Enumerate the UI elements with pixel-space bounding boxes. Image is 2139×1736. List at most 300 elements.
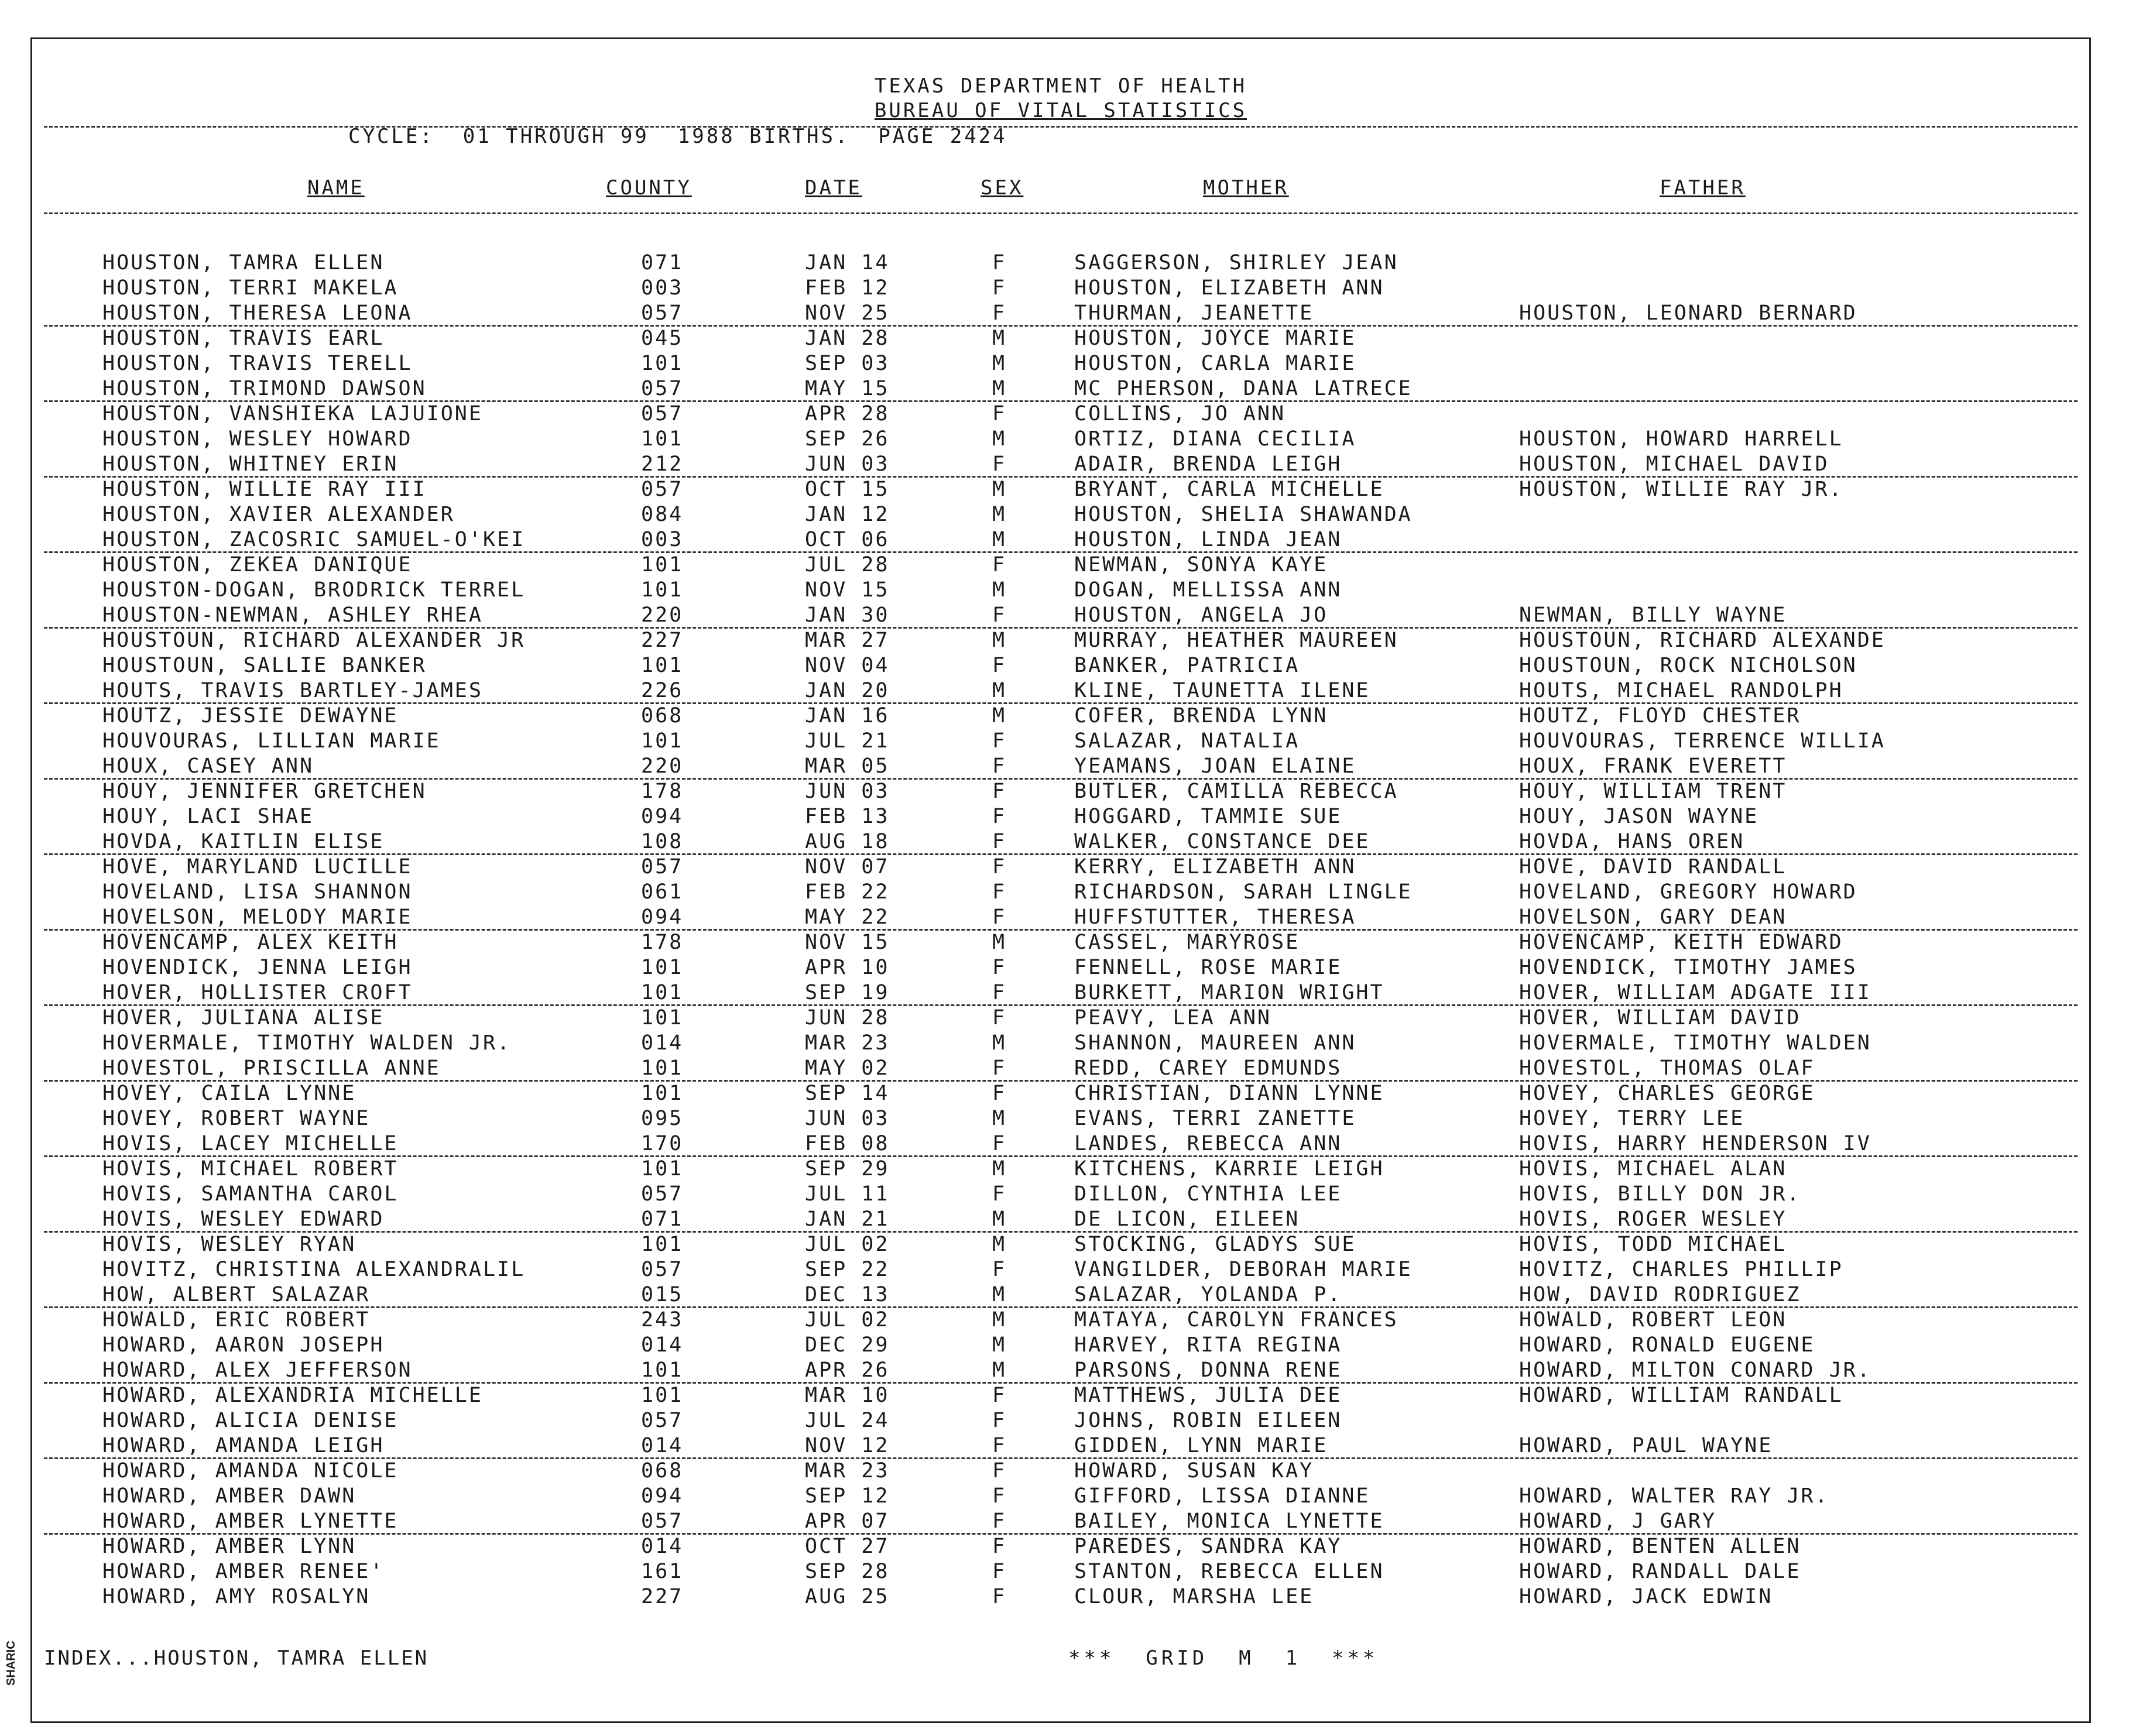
- table-row: [32, 704, 2089, 729]
- cell-county: 227: [641, 1585, 684, 1608]
- table-row: [32, 1207, 2089, 1233]
- cell-name: HOUTS, TRAVIS BARTLEY-JAMES: [102, 679, 483, 702]
- cell-father: HOVELSON, GARY DEAN: [1519, 905, 1787, 929]
- cell-county: 003: [641, 528, 684, 551]
- cell-county: 101: [641, 956, 684, 979]
- cell-name: HOVEY, CAILA LYNNE: [102, 1082, 356, 1105]
- cell-mother: PEAVY, LEA ANN: [1074, 1006, 1272, 1030]
- cell-name: HOUSTON, TERRI MAKELA: [102, 276, 399, 300]
- cell-date: NOV 07: [805, 855, 890, 879]
- cell-date: NOV 15: [805, 578, 890, 602]
- cell-sex: F: [992, 1459, 1007, 1483]
- cell-mother: ORTIZ, DIANA CECILIA: [1074, 427, 1356, 451]
- cell-date: JUL 02: [805, 1233, 890, 1256]
- cell-name: HOUSTON, WHITNEY ERIN: [102, 452, 399, 476]
- cell-name: HOVELSON, MELODY MARIE: [102, 905, 413, 929]
- cell-name: HOUSTON, THERESA LEONA: [102, 301, 413, 325]
- cell-county: 243: [641, 1308, 684, 1332]
- cell-sex: F: [992, 1056, 1007, 1080]
- cell-mother: ADAIR, BRENDA LEIGH: [1074, 452, 1342, 476]
- cell-name: HOUVOURAS, LILLIAN MARIE: [102, 729, 441, 753]
- cell-name: HOVIS, SAMANTHA CAROL: [102, 1182, 399, 1206]
- cell-date: JAN 16: [805, 704, 890, 728]
- cell-mother: MATAYA, CAROLYN FRANCES: [1074, 1308, 1398, 1332]
- table-row: [32, 931, 2089, 956]
- cell-name: HOUSTON, VANSHIEKA LAJUIONE: [102, 402, 483, 426]
- cell-father: HOWARD, WILLIAM RANDALL: [1519, 1384, 1843, 1407]
- cell-date: OCT 15: [805, 478, 890, 501]
- cell-father: HOUX, FRANK EVERETT: [1519, 754, 1787, 778]
- table-row: [32, 754, 2089, 780]
- cell-name: HOVIS, MICHAEL ROBERT: [102, 1157, 399, 1181]
- cell-father: HOWARD, PAUL WAYNE: [1519, 1434, 1773, 1457]
- cell-sex: F: [992, 805, 1007, 828]
- cell-county: 220: [641, 603, 684, 627]
- cell-name: HOWARD, AMBER RENEE': [102, 1560, 385, 1583]
- cell-mother: DE LICON, EILEEN: [1074, 1207, 1300, 1231]
- table-row: [32, 1006, 2089, 1031]
- cell-sex: F: [992, 1006, 1007, 1030]
- cell-mother: KLINE, TAUNETTA ILENE: [1074, 679, 1370, 702]
- index-footer: INDEX...HOUSTON, TAMRA ELLEN: [44, 1646, 429, 1670]
- bureau-title: BUREAU OF VITAL STATISTICS: [874, 99, 1247, 122]
- cell-county: 212: [641, 452, 684, 476]
- cell-county: 178: [641, 931, 684, 954]
- cell-father: HOWARD, RANDALL DALE: [1519, 1560, 1801, 1583]
- cell-sex: F: [992, 1132, 1007, 1155]
- cell-mother: KERRY, ELIZABETH ANN: [1074, 855, 1356, 879]
- cell-county: 227: [641, 629, 684, 652]
- cell-date: SEP 22: [805, 1258, 890, 1281]
- cell-sex: F: [992, 1509, 1007, 1533]
- table-row: [32, 679, 2089, 704]
- cell-father: HOVENCAMP, KEITH EDWARD: [1519, 931, 1843, 954]
- cell-mother: BAILEY, MONICA LYNETTE: [1074, 1509, 1384, 1533]
- col-county: COUNTY: [606, 176, 692, 200]
- table-row: [32, 1107, 2089, 1132]
- cell-mother: HARVEY, RITA REGINA: [1074, 1333, 1342, 1357]
- cell-mother: LANDES, REBECCA ANN: [1074, 1132, 1342, 1155]
- cell-mother: NEWMAN, SONYA KAYE: [1074, 553, 1328, 577]
- cell-sex: M: [992, 427, 1007, 451]
- cell-sex: F: [992, 780, 1007, 803]
- table-row: [32, 478, 2089, 503]
- cell-father: HOVIS, BILLY DON JR.: [1519, 1182, 1801, 1206]
- table-row: [32, 327, 2089, 352]
- table-row: [32, 301, 2089, 327]
- cell-name: HOWARD, ALICIA DENISE: [102, 1409, 399, 1432]
- cell-father: HOVENDICK, TIMOTHY JAMES: [1519, 956, 1857, 979]
- table-row: [32, 1132, 2089, 1157]
- table-row: [32, 905, 2089, 931]
- column-headers: [32, 176, 2089, 205]
- cell-mother: HOUSTON, ELIZABETH ANN: [1074, 276, 1384, 300]
- cell-father: HOWARD, JACK EDWIN: [1519, 1585, 1773, 1608]
- cell-county: 101: [641, 1006, 684, 1030]
- cell-father: HOVE, DAVID RANDALL: [1519, 855, 1787, 879]
- cell-date: FEB 13: [805, 805, 890, 828]
- cell-mother: BANKER, PATRICIA: [1074, 654, 1300, 677]
- cell-name: HOUSTON, TAMRA ELLEN: [102, 251, 385, 275]
- cell-county: 068: [641, 704, 684, 728]
- cell-sex: F: [992, 1384, 1007, 1407]
- cell-name: HOVERMALE, TIMOTHY WALDEN JR.: [102, 1031, 512, 1055]
- cell-name: HOUY, LACI SHAE: [102, 805, 314, 828]
- cell-county: 108: [641, 830, 684, 853]
- cell-father: HOWARD, BENTEN ALLEN: [1519, 1535, 1801, 1558]
- cell-sex: M: [992, 1308, 1007, 1332]
- cell-county: 057: [641, 478, 684, 501]
- table-row: [32, 1258, 2089, 1283]
- cell-sex: M: [992, 1358, 1007, 1382]
- table-row: [32, 503, 2089, 528]
- cell-mother: HOUSTON, JOYCE MARIE: [1074, 327, 1356, 350]
- cell-name: HOUSTON-DOGAN, BRODRICK TERREL: [102, 578, 526, 602]
- cell-county: 014: [641, 1535, 684, 1558]
- cell-mother: BUTLER, CAMILLA REBECCA: [1074, 780, 1398, 803]
- cell-sex: F: [992, 1409, 1007, 1432]
- cell-father: HOVIS, MICHAEL ALAN: [1519, 1157, 1787, 1181]
- cell-name: HOUX, CASEY ANN: [102, 754, 314, 778]
- cell-mother: CASSEL, MARYROSE: [1074, 931, 1300, 954]
- cell-name: HOVIS, WESLEY EDWARD: [102, 1207, 385, 1231]
- cell-mother: JOHNS, ROBIN EILEEN: [1074, 1409, 1342, 1432]
- cell-date: APR 28: [805, 402, 890, 426]
- cell-date: JAN 28: [805, 327, 890, 350]
- cell-date: JUL 11: [805, 1182, 890, 1206]
- cell-mother: HOUSTON, CARLA MARIE: [1074, 352, 1356, 375]
- cell-county: 220: [641, 754, 684, 778]
- cell-mother: HOUSTON, SHELIA SHAWANDA: [1074, 503, 1413, 526]
- cell-sex: F: [992, 301, 1007, 325]
- cell-sex: F: [992, 1434, 1007, 1457]
- cell-mother: HOUSTON, ANGELA JO: [1074, 603, 1328, 627]
- table-row: [32, 528, 2089, 553]
- cell-county: 057: [641, 377, 684, 400]
- cell-county: 101: [641, 1157, 684, 1181]
- cell-sex: F: [992, 905, 1007, 929]
- cell-mother: RICHARDSON, SARAH LINGLE: [1074, 880, 1413, 904]
- cell-sex: F: [992, 251, 1007, 275]
- cell-mother: MURRAY, HEATHER MAUREEN: [1074, 629, 1398, 652]
- cell-county: 057: [641, 402, 684, 426]
- cell-sex: M: [992, 327, 1007, 350]
- cell-name: HOUSTON, TRAVIS TERELL: [102, 352, 413, 375]
- cell-sex: M: [992, 1333, 1007, 1357]
- cell-date: FEB 22: [805, 880, 890, 904]
- margin-label: SHARIC: [5, 1641, 18, 1686]
- cell-name: HOUSTON, ZEKEA DANIQUE: [102, 553, 413, 577]
- cell-name: HOVER, HOLLISTER CROFT: [102, 981, 413, 1004]
- table-row: [32, 1308, 2089, 1333]
- cell-name: HOWARD, AMBER LYNETTE: [102, 1509, 399, 1533]
- cell-county: 045: [641, 327, 684, 350]
- table-row: [32, 1560, 2089, 1585]
- table-row: [32, 1157, 2089, 1182]
- cell-mother: REDD, CAREY EDMUNDS: [1074, 1056, 1342, 1080]
- cell-name: HOUSTOUN, RICHARD ALEXANDER JR: [102, 629, 526, 652]
- cell-sex: M: [992, 1283, 1007, 1306]
- cell-county: 094: [641, 905, 684, 929]
- cell-date: OCT 27: [805, 1535, 890, 1558]
- cell-mother: MATTHEWS, JULIA DEE: [1074, 1384, 1342, 1407]
- table-row: [32, 1358, 2089, 1384]
- cell-mother: BRYANT, CARLA MICHELLE: [1074, 478, 1384, 501]
- cell-name: HOUSTON, XAVIER ALEXANDER: [102, 503, 455, 526]
- cell-date: SEP 28: [805, 1560, 890, 1583]
- cell-mother: EVANS, TERRI ZANETTE: [1074, 1107, 1356, 1130]
- table-row: [32, 1031, 2089, 1056]
- cell-mother: COLLINS, JO ANN: [1074, 402, 1286, 426]
- cell-mother: DILLON, CYNTHIA LEE: [1074, 1182, 1342, 1206]
- cell-name: HOWARD, ALEX JEFFERSON: [102, 1358, 413, 1382]
- table-row: [32, 654, 2089, 679]
- cell-father: HOUSTON, LEONARD BERNARD: [1519, 301, 1857, 325]
- cell-father: HOVESTOL, THOMAS OLAF: [1519, 1056, 1815, 1080]
- cell-mother: CLOUR, MARSHA LEE: [1074, 1585, 1314, 1608]
- cell-county: 161: [641, 1560, 684, 1583]
- cell-date: SEP 14: [805, 1082, 890, 1105]
- cell-sex: M: [992, 377, 1007, 400]
- table-row: [32, 1233, 2089, 1258]
- cell-sex: F: [992, 956, 1007, 979]
- cell-county: 170: [641, 1132, 684, 1155]
- cell-father: HOVITZ, CHARLES PHILLIP: [1519, 1258, 1843, 1281]
- cell-county: 057: [641, 301, 684, 325]
- cell-name: HOUSTON, TRAVIS EARL: [102, 327, 385, 350]
- cell-name: HOVIS, LACEY MICHELLE: [102, 1132, 399, 1155]
- cell-date: MAR 23: [805, 1031, 890, 1055]
- cell-sex: M: [992, 931, 1007, 954]
- table-row: [32, 855, 2089, 880]
- cell-name: HOWARD, AMBER DAWN: [102, 1484, 356, 1508]
- table-row: [32, 956, 2089, 981]
- cell-mother: WALKER, CONSTANCE DEE: [1074, 830, 1370, 853]
- cell-mother: GIDDEN, LYNN MARIE: [1074, 1434, 1328, 1457]
- cell-mother: SHANNON, MAUREEN ANN: [1074, 1031, 1356, 1055]
- cell-date: JUL 02: [805, 1308, 890, 1332]
- cell-mother: HOWARD, SUSAN KAY: [1074, 1459, 1314, 1483]
- cell-father: HOWALD, ROBERT LEON: [1519, 1308, 1787, 1332]
- cell-mother: YEAMANS, JOAN ELAINE: [1074, 754, 1356, 778]
- department-title: TEXAS DEPARTMENT OF HEALTH: [874, 74, 1247, 98]
- cell-mother: HUFFSTUTTER, THERESA: [1074, 905, 1356, 929]
- cell-name: HOUSTON, WILLIE RAY III: [102, 478, 427, 501]
- cell-father: HOUTS, MICHAEL RANDOLPH: [1519, 679, 1843, 702]
- table-row: [32, 377, 2089, 402]
- cell-sex: F: [992, 1535, 1007, 1558]
- cell-date: NOV 12: [805, 1434, 890, 1457]
- cell-county: 101: [641, 654, 684, 677]
- table-row: [32, 729, 2089, 754]
- cell-sex: M: [992, 1207, 1007, 1231]
- divider: [44, 212, 2078, 214]
- table-row: [32, 251, 2089, 276]
- cell-father: HOVIS, TODD MICHAEL: [1519, 1233, 1787, 1256]
- cell-county: 101: [641, 352, 684, 375]
- cell-name: HOWARD, AMY ROSALYN: [102, 1585, 371, 1608]
- cell-sex: F: [992, 276, 1007, 300]
- cell-name: HOWALD, ERIC ROBERT: [102, 1308, 371, 1332]
- cell-date: MAR 05: [805, 754, 890, 778]
- cell-date: DEC 13: [805, 1283, 890, 1306]
- cell-date: JUN 03: [805, 780, 890, 803]
- cell-mother: HOGGARD, TAMMIE SUE: [1074, 805, 1342, 828]
- table-row: [32, 1409, 2089, 1434]
- cell-father: HOW, DAVID RODRIGUEZ: [1519, 1283, 1801, 1306]
- cell-father: HOVELAND, GREGORY HOWARD: [1519, 880, 1857, 904]
- table-row: [32, 1082, 2089, 1107]
- cell-father: HOVEY, CHARLES GEORGE: [1519, 1082, 1815, 1105]
- table-row: [32, 981, 2089, 1006]
- cell-county: 057: [641, 1258, 684, 1281]
- cell-sex: M: [992, 528, 1007, 551]
- cell-county: 226: [641, 679, 684, 702]
- cell-county: 057: [641, 855, 684, 879]
- cell-mother: STOCKING, GLADYS SUE: [1074, 1233, 1356, 1256]
- cell-mother: CHRISTIAN, DIANN LYNNE: [1074, 1082, 1384, 1105]
- cell-sex: F: [992, 855, 1007, 879]
- cell-date: JUL 21: [805, 729, 890, 753]
- cell-county: 014: [641, 1434, 684, 1457]
- table-row: [32, 880, 2089, 905]
- cell-date: MAY 15: [805, 377, 890, 400]
- cell-father: HOVIS, HARRY HENDERSON IV: [1519, 1132, 1871, 1155]
- table-row: [32, 629, 2089, 654]
- cell-sex: M: [992, 629, 1007, 652]
- cell-county: 003: [641, 276, 684, 300]
- cell-date: FEB 12: [805, 276, 890, 300]
- cell-sex: M: [992, 478, 1007, 501]
- cell-mother: MC PHERSON, DANA LATRECE: [1074, 377, 1413, 400]
- cell-county: 101: [641, 1082, 684, 1105]
- cell-sex: F: [992, 1484, 1007, 1508]
- cell-county: 071: [641, 1207, 684, 1231]
- cell-name: HOVENDICK, JENNA LEIGH: [102, 956, 413, 979]
- cell-father: HOUSTON, MICHAEL DAVID: [1519, 452, 1829, 476]
- cell-sex: M: [992, 1031, 1007, 1055]
- cell-date: JUN 03: [805, 1107, 890, 1130]
- cell-sex: F: [992, 1560, 1007, 1583]
- cell-mother: SALAZAR, YOLANDA P.: [1074, 1283, 1342, 1306]
- cell-sex: F: [992, 553, 1007, 577]
- cell-name: HOUSTOUN, SALLIE BANKER: [102, 654, 427, 677]
- cell-date: OCT 06: [805, 528, 890, 551]
- cell-name: HOWARD, AMANDA LEIGH: [102, 1434, 385, 1457]
- table-row: [32, 1434, 2089, 1459]
- cell-mother: PARSONS, DONNA RENE: [1074, 1358, 1342, 1382]
- table-row: [32, 603, 2089, 629]
- cycle-line: CYCLE: 01 THROUGH 99 1988 BIRTHS. PAGE 2424: [348, 125, 1007, 148]
- cell-date: JUN 28: [805, 1006, 890, 1030]
- cell-name: HOVITZ, CHRISTINA ALEXANDRALIL: [102, 1258, 526, 1281]
- cell-father: HOWARD, RONALD EUGENE: [1519, 1333, 1815, 1357]
- cell-father: HOUVOURAS, TERRENCE WILLIA: [1519, 729, 1886, 753]
- table-row: [32, 427, 2089, 452]
- cell-county: 015: [641, 1283, 684, 1306]
- cell-county: 061: [641, 880, 684, 904]
- cell-father: HOVER, WILLIAM DAVID: [1519, 1006, 1801, 1030]
- table-row: [32, 1182, 2089, 1207]
- cell-sex: F: [992, 754, 1007, 778]
- cell-county: 101: [641, 578, 684, 602]
- cell-county: 101: [641, 729, 684, 753]
- cell-name: HOUSTON, TRIMOND DAWSON: [102, 377, 427, 400]
- cell-date: JAN 20: [805, 679, 890, 702]
- cell-name: HOW, ALBERT SALAZAR: [102, 1283, 371, 1306]
- cell-mother: COFER, BRENDA LYNN: [1074, 704, 1328, 728]
- cell-sex: F: [992, 880, 1007, 904]
- cell-father: HOVERMALE, TIMOTHY WALDEN: [1519, 1031, 1871, 1055]
- cell-sex: M: [992, 679, 1007, 702]
- document-frame: [30, 37, 2091, 1723]
- cell-date: APR 26: [805, 1358, 890, 1382]
- cell-date: SEP 12: [805, 1484, 890, 1508]
- cell-father: HOUTZ, FLOYD CHESTER: [1519, 704, 1801, 728]
- cell-father: NEWMAN, BILLY WAYNE: [1519, 603, 1787, 627]
- cell-father: HOWARD, J GARY: [1519, 1509, 1717, 1533]
- table-row: [32, 1535, 2089, 1560]
- grid-label: *** GRID M 1 ***: [1068, 1646, 1379, 1670]
- cell-mother: PAREDES, SANDRA KAY: [1074, 1535, 1342, 1558]
- cell-county: 095: [641, 1107, 684, 1130]
- col-sex: SEX: [981, 176, 1024, 200]
- cell-father: HOVDA, HANS OREN: [1519, 830, 1745, 853]
- cell-date: JAN 21: [805, 1207, 890, 1231]
- cell-sex: F: [992, 603, 1007, 627]
- cell-father: HOUSTOUN, RICHARD ALEXANDE: [1519, 629, 1886, 652]
- cell-name: HOUSTON-NEWMAN, ASHLEY RHEA: [102, 603, 483, 627]
- cell-sex: F: [992, 830, 1007, 853]
- cell-name: HOUY, JENNIFER GRETCHEN: [102, 780, 427, 803]
- cell-mother: HOUSTON, LINDA JEAN: [1074, 528, 1342, 551]
- cell-county: 101: [641, 1384, 684, 1407]
- cell-father: HOVEY, TERRY LEE: [1519, 1107, 1745, 1130]
- cell-mother: GIFFORD, LISSA DIANNE: [1074, 1484, 1370, 1508]
- table-row: [32, 830, 2089, 855]
- cell-county: 101: [641, 1358, 684, 1382]
- table-row: [32, 1585, 2089, 1610]
- cell-name: HOUSTON, ZACOSRIC SAMUEL-O'KEI: [102, 528, 526, 551]
- cell-sex: M: [992, 578, 1007, 602]
- cell-mother: SAGGERSON, SHIRLEY JEAN: [1074, 251, 1398, 275]
- cell-sex: F: [992, 981, 1007, 1004]
- col-name: NAME: [307, 176, 365, 200]
- cell-father: HOVER, WILLIAM ADGATE III: [1519, 981, 1871, 1004]
- table-row: [32, 276, 2089, 301]
- cell-name: HOWARD, AMANDA NICOLE: [102, 1459, 399, 1483]
- cell-county: 057: [641, 1409, 684, 1432]
- cell-date: MAY 02: [805, 1056, 890, 1080]
- cell-county: 068: [641, 1459, 684, 1483]
- table-row: [32, 1283, 2089, 1308]
- cell-sex: M: [992, 352, 1007, 375]
- cell-mother: DOGAN, MELLISSA ANN: [1074, 578, 1342, 602]
- cell-name: HOVEY, ROBERT WAYNE: [102, 1107, 371, 1130]
- cell-county: 094: [641, 1484, 684, 1508]
- cell-name: HOVE, MARYLAND LUCILLE: [102, 855, 413, 879]
- cell-mother: THURMAN, JEANETTE: [1074, 301, 1314, 325]
- cell-sex: F: [992, 654, 1007, 677]
- table-row: [32, 780, 2089, 805]
- table-row: [32, 402, 2089, 427]
- cell-county: 101: [641, 427, 684, 451]
- cell-sex: M: [992, 1157, 1007, 1181]
- cell-county: 101: [641, 1056, 684, 1080]
- cell-date: APR 10: [805, 956, 890, 979]
- col-father: FATHER: [1660, 176, 1746, 200]
- cell-name: HOUTZ, JESSIE DEWAYNE: [102, 704, 399, 728]
